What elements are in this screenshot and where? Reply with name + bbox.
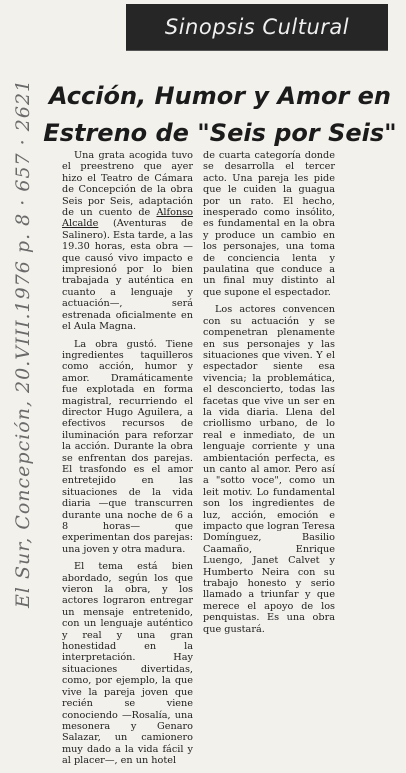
- paragraph: El tema está bien abordado, según los que vieron la obra, y los actores lograron entregar un mensaje entretenido, con un lenguaje auténtico y real y una gran honestidad en la interpretación. Hay situaciones divertidas, como, por ejemplo, la que vive la pareja joven que recién se viene conociendo —Rosalía, una mesonera y Genaro Salazar, un camionero muy dado a la vida fácil y al placer—, en un hotel: [62, 561, 193, 767]
- article-headline: [40, 78, 400, 152]
- paragraph: de cuarta categoría donde se desarrolla el tercer acto. Una pareja les pide que le cuiden la guagua por un rato. El hecho, inesperado como insólito, es fundamental en la obra y produce un cambio en los personajes, una toma de conciencia lenta y paulatina que conduce a un final muy distinto al que supone el espectador.: [203, 150, 335, 298]
- paragraph: Los actores convencen con su actuación y se compenetran plenamente en sus personajes y las situaciones que viven. Y el espectador siente esa vivencia; la problemática, el desconcierto, todas las facetas que vive un ser en la vida diaria. Llena del criollismo urbano, de lo real e inmediato, de un lenguaje corriente y una ambientación perfecta, es un canto al amor. Pero así a "sotto voce", como un leit motiv. Lo fundamental son los ingredientes de luz, acción, emoción e impacto que logran Teresa Domínguez, Basilio Caamaño, Enrique Luengo, Janet Calvet y Humberto Neira con su trabajo honesto y serio llamado a triunfar y que merece el apoyo de los penquistas. Es una obra que gustará.: [203, 304, 335, 635]
- paragraph: Una grata acogida tuvo el preestreno que ayer hizo el Teatro de Cámara de Concepción de la obra Seis por Seis, adaptación de un cuento de Alfonso Alcalde (Aventuras de Salinero). Esta tarde, a las 19.30 horas, esta obra —que causó vivo impacto e impresionó por lo bien trabajada y auténtica en cuanto a lenguaje y actuación—, será estrenada oficialmente en el Aula Magna.: [62, 150, 193, 333]
- handwritten-source-note: El Sur, Concepción, 20.VIII.1976 p. 8 · 657 · 2621: [12, 78, 34, 608]
- article-column-1: [62, 150, 193, 773]
- headline-line-2: Estreno de "Seis por Seis": [43, 119, 397, 147]
- author-name: Alfonso Alcalde: [62, 207, 193, 230]
- paragraph: La obra gustó. Tiene ingredientes taquilleros como acción, humor y amor. Dramáticamente fue explotada en forma magistral, recurriendo el director Hugo Aguilera, a efectivos recursos de iluminación para reforzar la acción. Durante la obra se enfrentan dos parejas. El trasfondo es el amor entretejido en las situaciones de la vida diaria —que transcurren durante una noche de 6 a 8 horas— que experimentan dos parejas: una joven y otra madura.: [62, 338, 193, 555]
- article-column-2: [203, 150, 335, 641]
- section-title: Sinopsis Cultural: [164, 15, 350, 39]
- headline-line-1: Acción, Humor y Amor en: [48, 82, 392, 110]
- section-banner: [126, 4, 388, 50]
